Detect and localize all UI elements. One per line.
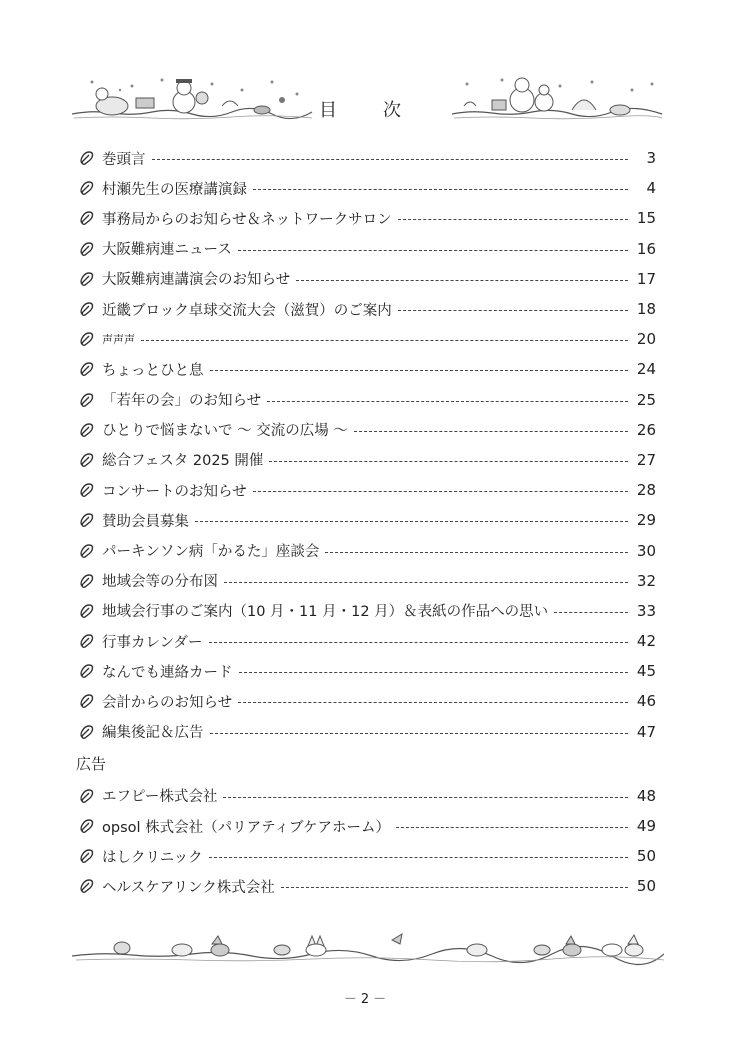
paperclip-bullet-icon (78, 572, 96, 590)
paperclip-bullet-icon (78, 877, 96, 895)
toc-entry-title: 事務局からのお知らせ＆ネットワークサロン (102, 211, 392, 228)
toc-entry-page: 4 (646, 179, 656, 198)
ads-heading: 広告 (76, 755, 107, 774)
dotted-leader (281, 886, 628, 888)
toc-entry-page: 24 (636, 360, 656, 379)
toc-entry-page: 42 (636, 632, 656, 651)
toc-entry-page: 15 (636, 209, 656, 228)
dotted-leader (141, 339, 628, 341)
toc-entry-page: 17 (636, 269, 656, 288)
toc-entry-title: パーキンソン病「かるた」座談会 (102, 544, 320, 561)
paperclip-bullet-icon (78, 270, 96, 288)
toc-entry-title: 村瀬先生の医療講演録 (102, 181, 247, 198)
dotted-leader (354, 430, 628, 432)
toc-entry-title: 近畿ブロック卓球交流大会（滋賀）のご案内 (102, 302, 392, 319)
toc-entry-title: 声声声 (102, 333, 135, 347)
toc-entry (78, 354, 656, 384)
toc-entry (78, 535, 656, 565)
dotted-leader (238, 249, 628, 251)
dotted-leader (296, 279, 628, 281)
dotted-leader (253, 490, 628, 492)
toc-entry-title: 大阪難病連ニュース (102, 242, 232, 259)
dotted-leader (396, 826, 628, 828)
ad-entry-page: 50 (636, 877, 656, 896)
toc-entry-title: 行事カレンダー (102, 634, 203, 651)
dotted-leader (195, 520, 628, 522)
toc-entry-title: 総合フェスタ 2025 開催 (102, 453, 264, 470)
paperclip-bullet-icon (78, 300, 96, 318)
ad-entry-page: 49 (636, 817, 656, 836)
paperclip-bullet-icon (78, 847, 96, 865)
dotted-leader (325, 551, 628, 553)
toc-entry (78, 385, 656, 415)
paperclip-bullet-icon (78, 632, 96, 650)
toc-entry-page: 29 (636, 511, 656, 530)
toc-entry-page: 18 (636, 300, 656, 319)
toc-entry-page: 27 (636, 450, 656, 469)
toc-entry-page: 46 (636, 692, 656, 711)
paperclip-bullet-icon (78, 662, 96, 680)
paperclip-bullet-icon (78, 330, 96, 348)
page-title: 目 次 (319, 100, 415, 121)
toc-entry-title: コンサートのお知らせ (102, 483, 247, 500)
toc-entry (78, 475, 656, 505)
toc-entry (78, 324, 656, 354)
paperclip-bullet-icon (78, 481, 96, 499)
page-number: －2－ (343, 992, 391, 1007)
toc-entry-page: 30 (636, 541, 656, 560)
dotted-leader (224, 581, 628, 583)
dotted-leader (223, 796, 628, 798)
dotted-leader (554, 611, 628, 613)
toc-entry-title: 地域会行事のご案内（10 月・11 月・12 月）＆表紙の作品への思い (102, 604, 549, 621)
paperclip-bullet-icon (78, 391, 96, 409)
paperclip-bullet-icon (78, 817, 96, 835)
toc-entry (78, 596, 656, 626)
dotted-leader (238, 701, 628, 703)
toc-entry-page: 28 (636, 481, 656, 500)
dotted-leader (209, 856, 628, 858)
dotted-leader (210, 732, 629, 734)
dotted-leader (398, 309, 628, 311)
ad-entry (78, 781, 656, 811)
toc-entry-page: 16 (636, 239, 656, 258)
toc-entry-page: 20 (636, 330, 656, 349)
paperclip-bullet-icon (78, 360, 96, 378)
toc-entry-page: 26 (636, 420, 656, 439)
toc-entry-title: なんでも連絡カード (102, 664, 233, 681)
toc-entry-title: 賛助会員募集 (102, 513, 189, 530)
toc-entry-page: 25 (636, 390, 656, 409)
animal-scene-illustration (72, 928, 664, 968)
toc-entry (78, 505, 656, 535)
paperclip-bullet-icon (78, 602, 96, 620)
toc-entry (78, 626, 656, 656)
dotted-leader (209, 641, 628, 643)
toc-entry (78, 686, 656, 716)
dotted-leader (210, 369, 629, 371)
toc-entry (78, 415, 656, 445)
paperclip-bullet-icon (78, 209, 96, 227)
dotted-leader (398, 218, 628, 220)
paperclip-bullet-icon (78, 179, 96, 197)
ad-entry-title: opsol 株式会社（パリアティブケアホーム） (102, 819, 391, 836)
toc-entry-title: ちょっとひと息 (102, 362, 204, 379)
ad-entry-page: 50 (636, 847, 656, 866)
toc-entry (78, 717, 656, 747)
toc-entry (78, 445, 656, 475)
footer-decoration (72, 928, 664, 968)
paperclip-bullet-icon (78, 692, 96, 710)
toc-entry-title: 「若年の会」のお知らせ (102, 393, 262, 410)
ad-entry-title: エフピー株式会社 (102, 789, 218, 806)
dotted-leader (267, 400, 628, 402)
toc-entry (78, 264, 656, 294)
toc-entry-title: 編集後記＆広告 (102, 725, 204, 742)
dotted-leader (152, 158, 629, 160)
table-of-contents (78, 143, 656, 902)
toc-entry-title: ひとりで悩まないで ～ 交流の広場 ～ (102, 423, 348, 440)
toc-entry-page: 3 (646, 149, 656, 168)
ad-entry (78, 871, 656, 901)
toc-entry (78, 234, 656, 264)
paperclip-bullet-icon (78, 723, 96, 741)
paperclip-bullet-icon (78, 451, 96, 469)
paperclip-bullet-icon (78, 421, 96, 439)
toc-entry-page: 45 (636, 662, 656, 681)
ad-entry-title: ヘルスケアリンク株式会社 (102, 879, 275, 896)
toc-entry (78, 203, 656, 233)
toc-entry-page: 47 (636, 722, 656, 741)
toc-entry (78, 173, 656, 203)
toc-entry-title: 大阪難病連講演会のお知らせ (102, 272, 291, 289)
ad-entry-page: 48 (636, 786, 656, 805)
paperclip-bullet-icon (78, 240, 96, 258)
paperclip-bullet-icon (78, 787, 96, 805)
paperclip-bullet-icon (78, 542, 96, 560)
paperclip-bullet-icon (78, 149, 96, 167)
paperclip-bullet-icon (78, 511, 96, 529)
toc-entry (78, 294, 656, 324)
toc-entry (78, 566, 656, 596)
toc-entry-title: 地域会等の分布図 (102, 574, 218, 591)
toc-entry-title: 巻頭言 (102, 151, 146, 168)
toc-entry (78, 143, 656, 173)
dotted-leader (253, 188, 628, 190)
ad-entry (78, 841, 656, 871)
toc-entry-page: 33 (636, 601, 656, 620)
toc-entry-page: 32 (636, 571, 656, 590)
toc-entry (78, 656, 656, 686)
dotted-leader (239, 671, 629, 673)
dotted-leader (269, 460, 628, 462)
ad-entry (78, 811, 656, 841)
toc-entry-title: 会計からのお知らせ (102, 694, 233, 711)
ad-entry-title: はしクリニック (102, 849, 203, 866)
